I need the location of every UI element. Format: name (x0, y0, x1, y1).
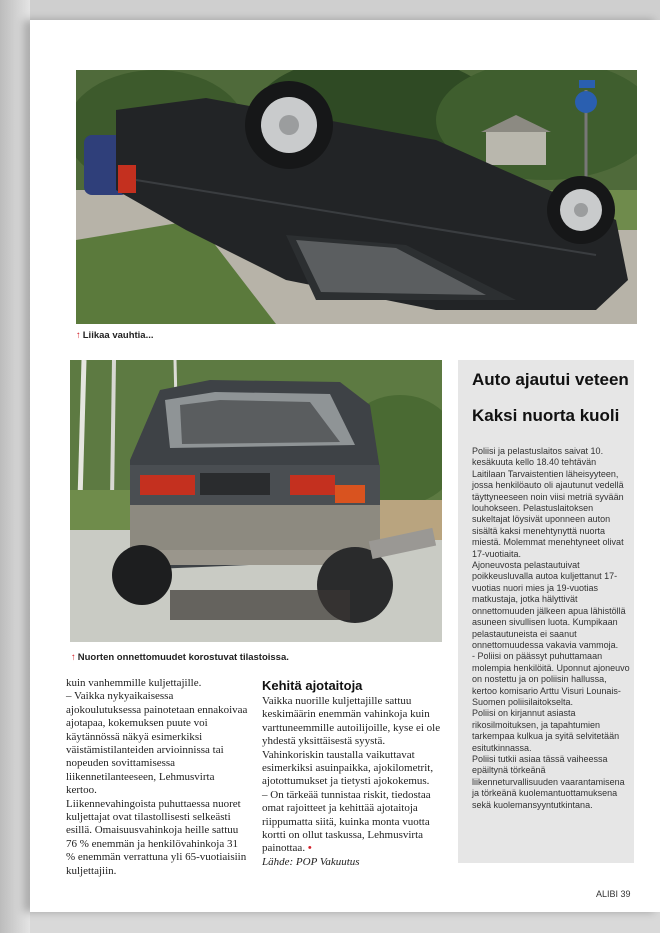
article-paragraph: – On tärkeää tunnistaa riskit, tiedostaa omat rajoitteet ja kehittää ajotaitoja riippumatta siitä, kuinka monta vuotta kortti on ollut taskussa, Lehmusvirta painottaa. • (262, 788, 431, 855)
news-sidebar-box (458, 360, 634, 863)
article-source: Lähde: POP Vakuutus (262, 855, 360, 868)
sidebar-body (472, 446, 630, 811)
article-column-2 (262, 677, 444, 869)
bullet-dot-icon: • (307, 842, 312, 855)
article-paragraph: kuin vanhemmille kuljettajille. (66, 677, 202, 689)
section-heading: Kehitä ajotaitoja (262, 678, 363, 693)
sidebar-paragraph: Poliisi on kirjannut asiasta rikosilmoituksen, ja tapahtumien tarkempaa kulkua ja syitä selvitetään esitutkinnassa. (472, 708, 620, 753)
article-paragraph: – Vaikka nykyaikaisessa ajokoulutuksessa painotetaan ennakoivaa ajotapaa, kokemuksen puute voi käytännössä näkyä esimerkiksi väistämistilanteiden arvioinnissa tai nopeuden sovittamisessa liikennetilanteeseen, Lehmusvirta kertoo. (66, 690, 248, 797)
sidebar-paragraph: Poliisi ja pelastuslaitos saivat 10. kesäkuuta kello 18.40 tehtävän Laitilaan Tarvaistentien läheisyyteen, jossa henkilöauto oli ajautunut vedellä täyttyneeseen noin viisi metriä syvään louhokseen. Pelastuslaitoksen sukeltajat löysivät uponneen auton sisältä kaksi menehtynyttä nuorta miestä. Molemmat menehtyneet olivat 17-vuotiaita. (472, 446, 624, 559)
sidebar-subheadline: Kaksi nuorta kuoli (472, 406, 620, 425)
photo-overturned-car (76, 70, 637, 324)
article-paragraph: Vaikka nuorille kuljettajille sattuu keskimäärin enemmän vahinkoja kuin varttuneemmille autoilijoille, kyse ei ole yhdestä yksittäisestä syystä. Vahinkoriskin taustalla vaikuttavat esimerkiksi asuinpaikka, ajokilometrit, ajotottumukset ja tietysti ajokokemus. (262, 695, 441, 788)
photo-wrecked-car (70, 360, 442, 642)
arrow-up-icon: ↑ (76, 330, 81, 341)
article-column-1 (66, 677, 248, 878)
sidebar-paragraph: Poliisi tutkii asiaa tässä vaiheessa epäiltynä törkeänä liikenneturvallisuuden vaarantamisena ja törkeänä kuolemantuottamuksena sekä kuolemansyyntutkintana. (472, 753, 625, 810)
page-number: ALIBI 39 (596, 889, 631, 899)
photo2-caption: ↑ Nuorten onnettomuudet korostuvat tilastoissa. (71, 652, 289, 663)
photo1-caption: ↑ Liikaa vauhtia... (76, 330, 154, 341)
sidebar-paragraph: - Poliisi on päässyt puhuttamaan molempia henkilöitä. Uponnut ajoneuvo on nostettu ja on poliisin hallussa, kertoo komisario Arttu Visuri Lounais-Suomen poliisilaitokselta. (472, 651, 630, 707)
scan-top-edge (0, 0, 660, 20)
sidebar-paragraph: Ajoneuvosta pelastautuivat poikkeusluvalla autoa kuljettanut 17-vuotias nuori mies ja 19-vuotias matkustaja, jotka hälyttivät onnettomuuden jälkeen apua lähistöllä asuneen sivullisen luota. Kumpikaan pelastautuneista ei saanut onnettomuudessa vakavia vammoja. (472, 560, 626, 650)
arrow-up-icon: ↑ (71, 652, 76, 663)
article-paragraph: Liikennevahingoista puhuttaessa nuoret kuljettajat ovat tilastollisesti selkeästi esillä. Omaisuusvahinkoja heille sattuu 76 % enemmän ja henkilövahinkoja 31 % enemmän verrattuna yli 65-vuotiaisiin kuljettajiin. (66, 797, 247, 877)
sidebar-headline: Auto ajautui veteen (472, 370, 629, 389)
scan-left-edge (0, 0, 30, 933)
